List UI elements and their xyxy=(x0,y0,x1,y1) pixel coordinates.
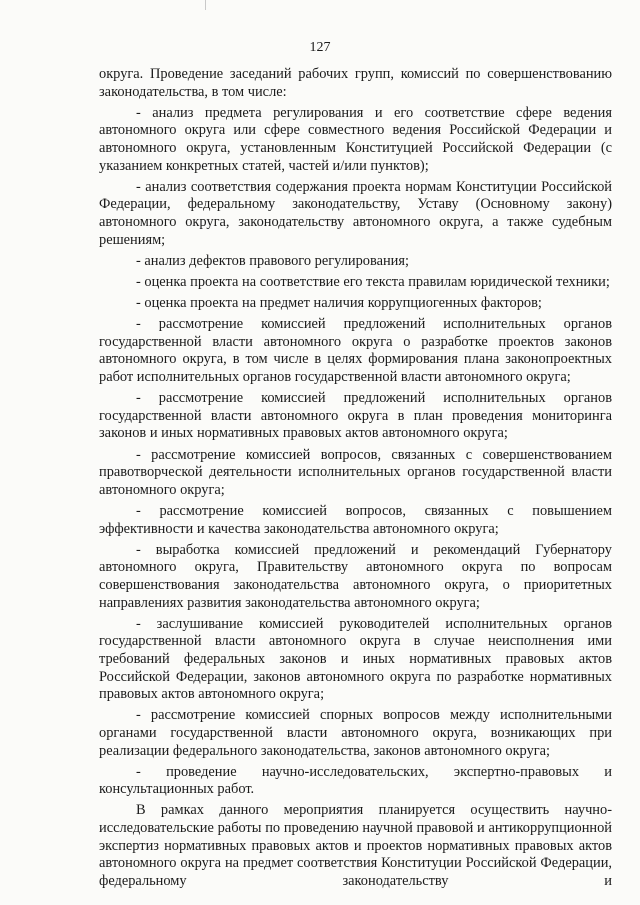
page-number: 127 xyxy=(309,40,331,55)
paragraph: - рассмотрение комиссией спорных вопросов между исполнительными органами государственной власти автономного округа, возникающих при реализации федерального законодательства, законов автономного округа; xyxy=(99,707,612,759)
scan-artifact xyxy=(205,0,206,10)
paragraph: - рассмотрение комиссией предложений исполнительных органов государственной власти автономного округа о разработке проектов законов автономного округа, в том числе в целях формирования плана законопроектных работ исполнительных органов государственной власти автономного округа; xyxy=(99,316,612,386)
paragraph: - анализ соответствия содержания проекта нормам Конституции Российской Федерации, федеральному законодательству, Уставу (Основному закону) автономного округа, законодательству автономного округа, а также судебным решениям; xyxy=(99,178,612,248)
paragraph: - рассмотрение комиссией вопросов, связанных с повышением эффективности и качества законодательства автономного округа; xyxy=(99,503,612,537)
paragraph: - оценка проекта на предмет наличия коррупциогенных факторов; xyxy=(136,295,542,312)
paragraph: В рамках данного мероприятия планируется осуществить научно-исследовательские работы по проведению научной правовой и антикоррупционной экспертиз нормативных правовых актов и проектов нормативных правовых актов автономного округа на предмет соответствия Конституции Российской Федерации, федеральному законодательству и xyxy=(99,802,612,889)
paragraph: - заслушивание комиссией руководителей исполнительных органов государственной власти автономного округа в случае неисполнения ими требований федеральных законов и иных нормативных правовых актов Российской Федерации, законов автономного округа по разработке нормативных правовых актов автономного округа; xyxy=(99,615,612,703)
paragraph: - рассмотрение комиссией вопросов, связанных с совершенствованием правотворческой деятельности исполнительных органов государственной власти автономного округа; xyxy=(99,446,612,498)
paragraph: - анализ предмета регулирования и его соответствие сфере ведения автономного округа или сфере совместного ведения Российской Федерации и автономного округа, установленным Конституцией Российской Федерации (с указанием конкретных статей, частей и/или пунктов); xyxy=(99,104,612,174)
paragraph: - рассмотрение комиссией предложений исполнительных органов государственной власти автономного округа в план проведения мониторинга законов и иных нормативных правовых актов автономного округа; xyxy=(99,390,612,442)
paragraph: - оценка проекта на соответствие его текста правилам юридической техники; xyxy=(136,273,610,290)
paragraph: - проведение научно-исследовательских, экспертно-правовых и консультационных работ. xyxy=(99,763,612,798)
paragraph: - анализ дефектов правового регулирования; xyxy=(136,252,409,269)
paragraph: округа. Проведение заседаний рабочих групп, комиссий по совершенствованию законодательства, в том числе: xyxy=(99,66,612,100)
paragraph: - выработка комиссией предложений и рекомендаций Губернатору автономного округа, Правительству автономного округа по вопросам совершенствования законодательства автономного округа, о приоритетных направлениях развития законодательства автономного округа; xyxy=(99,541,612,611)
body-text xyxy=(99,66,612,894)
